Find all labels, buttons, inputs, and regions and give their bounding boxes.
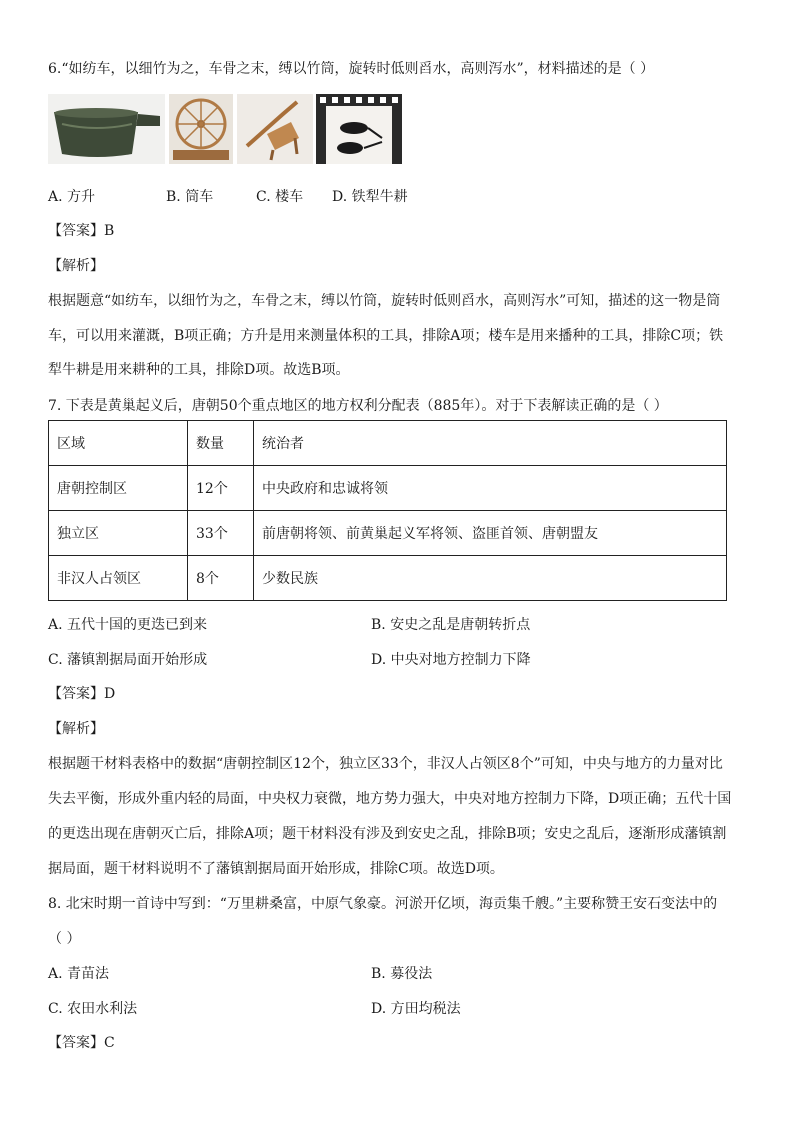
q8-stem-blank: （ ） bbox=[48, 931, 81, 947]
q8-option-a: A. 青苗法 bbox=[48, 966, 110, 982]
q6-analysis-line: 犁牛耕是用来耕种的工具，排除D项。故选B项。 bbox=[48, 362, 350, 378]
table-header-cell: 区域 bbox=[49, 421, 188, 466]
q7-analysis-line: 根据题干材料表格中的数据“唐朝控制区12个，独立区33个，非汉人占领区8个”可知，中央与地方的力量对比 bbox=[48, 756, 723, 772]
q7-option-a: A. 五代十国的更迭已到来 bbox=[48, 617, 208, 633]
q8-stem: 8. 北宋时期一首诗中写到：“万里耕桑富，中原气象豪。河淤开亿顷，海贡集千艘。”主要称赞王安石变法中的 bbox=[48, 896, 718, 912]
q8-option-c: C. 农田水利法 bbox=[48, 1001, 138, 1017]
q7-option-d: D. 中央对地方控制力下降 bbox=[371, 652, 531, 668]
table-cell: 中央政府和忠诚将领 bbox=[254, 466, 727, 511]
q6-analysis-label: 【解析】 bbox=[48, 258, 104, 274]
q7-analysis-line: 的更迭出现在唐朝灭亡后，排除A项；题干材料没有涉及到安史之乱，排除B项；安史之乱后，逐渐形成藩镇割 bbox=[48, 826, 727, 842]
table-cell: 少数民族 bbox=[254, 556, 727, 601]
table-cell: 唐朝控制区 bbox=[49, 466, 188, 511]
q6-option-b: B. 筒车 bbox=[166, 189, 214, 205]
q6-analysis-line: 根据题意“如纺车，以细竹为之，车骨之末，缚以竹筒，旋转时低则舀水，高则泻水”可知，描述的这一物是筒 bbox=[48, 293, 721, 309]
table-header-cell: 数量 bbox=[188, 421, 254, 466]
q8-option-d: D. 方田均税法 bbox=[371, 1001, 461, 1017]
q7-answer: 【答案】D bbox=[48, 686, 116, 702]
table-row bbox=[49, 511, 727, 556]
table-cell: 8个 bbox=[188, 556, 254, 601]
table-header-cell: 统治者 bbox=[254, 421, 727, 466]
table-cell: 12个 bbox=[188, 466, 254, 511]
table-cell: 前唐朝将领、前黄巢起义军将领、盗匪首领、唐朝盟友 bbox=[254, 511, 727, 556]
q7-analysis-label: 【解析】 bbox=[48, 721, 104, 737]
q6-option-a: A. 方升 bbox=[48, 189, 96, 205]
table-cell: 独立区 bbox=[49, 511, 188, 556]
ox-plough-image bbox=[316, 94, 402, 164]
table-cell: 33个 bbox=[188, 511, 254, 556]
q7-analysis-line: 据局面，题干材料说明不了藩镇割据局面开始形成，排除C项。故选D项。 bbox=[48, 861, 504, 877]
q7-option-c: C. 藩镇割据局面开始形成 bbox=[48, 652, 208, 668]
table-header-row bbox=[49, 421, 727, 466]
q7-stem: 7. 下表是黄巢起义后，唐朝50个重点地区的地方权利分配表（885年）。对于下表解读正确的是（ ） bbox=[48, 398, 668, 414]
q6-answer: 【答案】B bbox=[48, 223, 115, 239]
table-row bbox=[49, 556, 727, 601]
q7-option-b: B. 安史之乱是唐朝转折点 bbox=[371, 617, 531, 633]
waterwheel-image bbox=[169, 94, 233, 164]
q6-stem: 6.“如纺车，以细竹为之，车骨之末，缚以竹筒，旋转时低则舀水，高则泻水”，材料描述的是（ ） bbox=[48, 61, 655, 77]
q6-option-d: D. 铁犁牛耕 bbox=[332, 189, 408, 205]
power-distribution-table bbox=[48, 420, 727, 601]
table-row bbox=[49, 466, 727, 511]
bronze-measure-image bbox=[48, 94, 165, 164]
seed-drill-image bbox=[237, 94, 313, 164]
q8-answer: 【答案】C bbox=[48, 1035, 115, 1051]
q7-analysis-line: 失去平衡，形成外重内轻的局面，中央权力衰微，地方势力强大，中央对地方控制力下降，D项正确；五代十国 bbox=[48, 791, 732, 807]
table-cell: 非汉人占领区 bbox=[49, 556, 188, 601]
q8-option-b: B. 募役法 bbox=[371, 966, 433, 982]
q6-option-c: C. 楼车 bbox=[256, 189, 304, 205]
q6-analysis-line: 车，可以用来灌溉，B项正确；方升是用来测量体积的工具，排除A项；楼车是用来播种的工具，排除C项；铁 bbox=[48, 328, 724, 344]
